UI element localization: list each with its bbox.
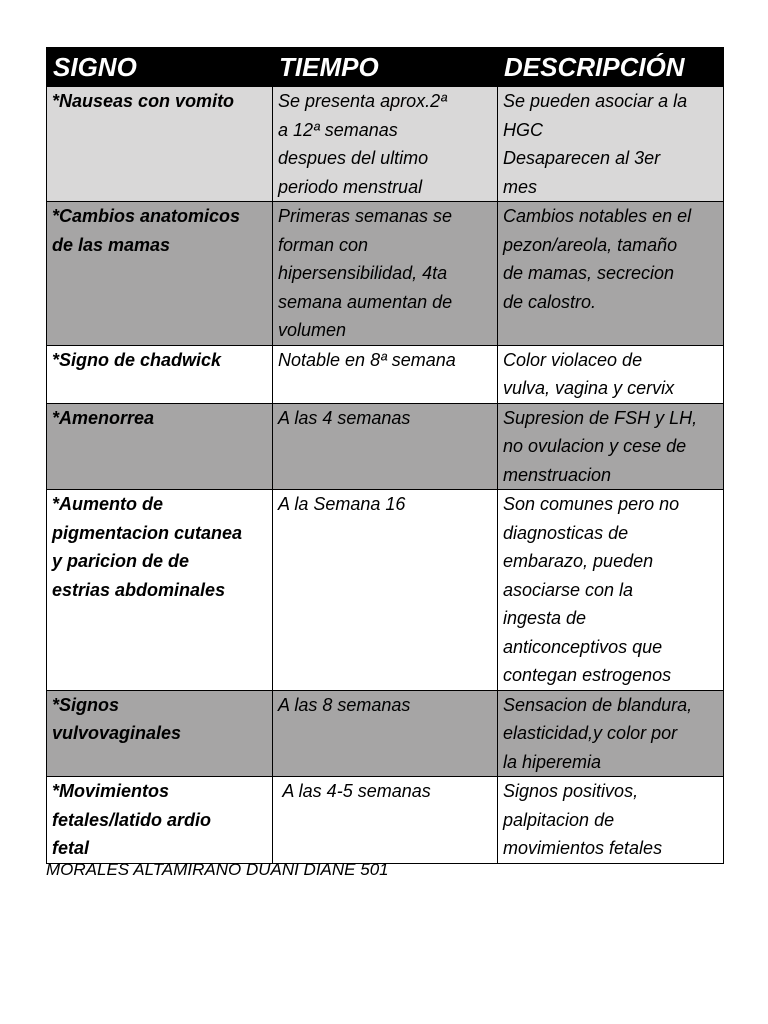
table-row: [47, 403, 724, 490]
table-row: [47, 690, 724, 777]
header-tiempo: TIEMPO: [273, 48, 498, 87]
cell-line: Desaparecen al 3er: [503, 148, 661, 168]
cell-descripcion: [498, 403, 724, 490]
cell-line: anticonceptivos que: [503, 636, 663, 657]
cell-line: vulva, vagina y cervix: [503, 378, 675, 398]
author-footer: MORALES ALTAMIRANO DUANI DIANE 501: [46, 860, 389, 879]
cell-line: *Nauseas con vomito: [52, 91, 235, 111]
cell-tiempo: [273, 690, 498, 777]
cell-tiempo: [273, 403, 498, 490]
cell-line: pigmentacion cutanea: [52, 522, 243, 543]
cell-line: estrias abdominales: [52, 579, 226, 600]
cell-line: Son comunes pero no: [503, 494, 680, 514]
cell-line: A la Semana 16: [278, 494, 406, 514]
cell-tiempo: [273, 490, 498, 691]
cell-line: Primeras semanas se: [278, 206, 453, 226]
cell-line: fetal: [52, 838, 90, 858]
cell-line: y paricion de de: [52, 551, 190, 571]
cell-line: a 12ª semanas: [278, 119, 398, 140]
cell-signo: [47, 345, 273, 403]
cell-line: Se pueden asociar a la: [503, 91, 688, 111]
cell-line: A las 4 semanas: [278, 407, 411, 428]
cell-line: Notable en 8ª semana: [278, 349, 456, 370]
cell-line: pezon/areola, tamaño: [503, 234, 678, 255]
cell-descripcion: [498, 490, 724, 691]
cell-line: HGC: [503, 119, 543, 140]
cell-line: ingesta de: [503, 608, 587, 628]
table-row: [47, 202, 724, 346]
cell-signo: [47, 202, 273, 346]
cell-line: de calostro.: [503, 291, 597, 312]
cell-tiempo: [273, 345, 498, 403]
cell-line: menstruacion: [503, 464, 612, 485]
cell-line: palpitacion de: [503, 809, 615, 830]
cell-tiempo: [273, 87, 498, 202]
cell-line: embarazo, pueden: [503, 551, 654, 571]
cell-line: Color violaceo de: [503, 349, 643, 370]
cell-signo: [47, 777, 273, 864]
cell-line: vulvovaginales: [52, 723, 182, 743]
cell-line: Signos positivos,: [503, 781, 639, 801]
cell-line: de mamas, secrecion: [503, 263, 675, 283]
cell-line: *Signos: [52, 694, 120, 715]
cell-line: elasticidad,y color por: [503, 723, 678, 743]
table-header-row: [47, 48, 724, 87]
cell-line: *Aumento de: [52, 494, 164, 514]
cell-line: movimientos fetales: [503, 838, 663, 858]
table-row: [47, 87, 724, 202]
cell-line: la hiperemia: [503, 751, 602, 772]
cell-line: forman con: [278, 234, 369, 255]
cell-line: Se presenta aprox.2ª: [278, 91, 447, 111]
cell-line: Cambios notables en el: [503, 206, 692, 226]
cell-line: periodo menstrual: [278, 176, 423, 197]
cell-line: semana aumentan de: [278, 291, 453, 312]
cell-signo: [47, 403, 273, 490]
signs-table: [46, 47, 724, 864]
cell-line: *Cambios anatomicos: [52, 206, 241, 226]
cell-tiempo: [273, 777, 498, 864]
table-row: [47, 345, 724, 403]
cell-line: *Amenorrea: [52, 407, 155, 428]
cell-line: no ovulacion y cese de: [503, 436, 687, 456]
cell-line: de las mamas: [52, 234, 171, 255]
cell-signo: [47, 490, 273, 691]
cell-tiempo: [273, 202, 498, 346]
cell-descripcion: [498, 690, 724, 777]
cell-line: despues del ultimo: [278, 148, 429, 168]
cell-line: Supresion de FSH y LH,: [503, 407, 698, 428]
cell-line: asociarse con la: [503, 579, 634, 600]
cell-signo: [47, 690, 273, 777]
header-signo: SIGNO: [47, 48, 273, 87]
cell-descripcion: [498, 345, 724, 403]
cell-line: Sensacion de blandura,: [503, 694, 693, 715]
table-row: [47, 490, 724, 691]
cell-line: *Movimientos: [52, 781, 170, 801]
cell-line: fetales/latido ardio: [52, 809, 212, 830]
cell-descripcion: [498, 777, 724, 864]
cell-descripcion: [498, 87, 724, 202]
cell-line: diagnosticas de: [503, 522, 629, 543]
cell-descripcion: [498, 202, 724, 346]
cell-line: mes: [503, 176, 538, 197]
cell-signo: [47, 87, 273, 202]
cell-line: *Signo de chadwick: [52, 349, 222, 370]
header-descripcion: DESCRIPCIÓN: [498, 48, 724, 87]
cell-line: volumen: [278, 320, 347, 340]
cell-line: hipersensibilidad, 4ta: [278, 263, 448, 283]
table-row: [47, 777, 724, 864]
cell-line: A las 4-5 semanas: [278, 781, 431, 801]
cell-line: contegan estrogenos: [503, 665, 672, 685]
cell-line: A las 8 semanas: [278, 694, 411, 715]
